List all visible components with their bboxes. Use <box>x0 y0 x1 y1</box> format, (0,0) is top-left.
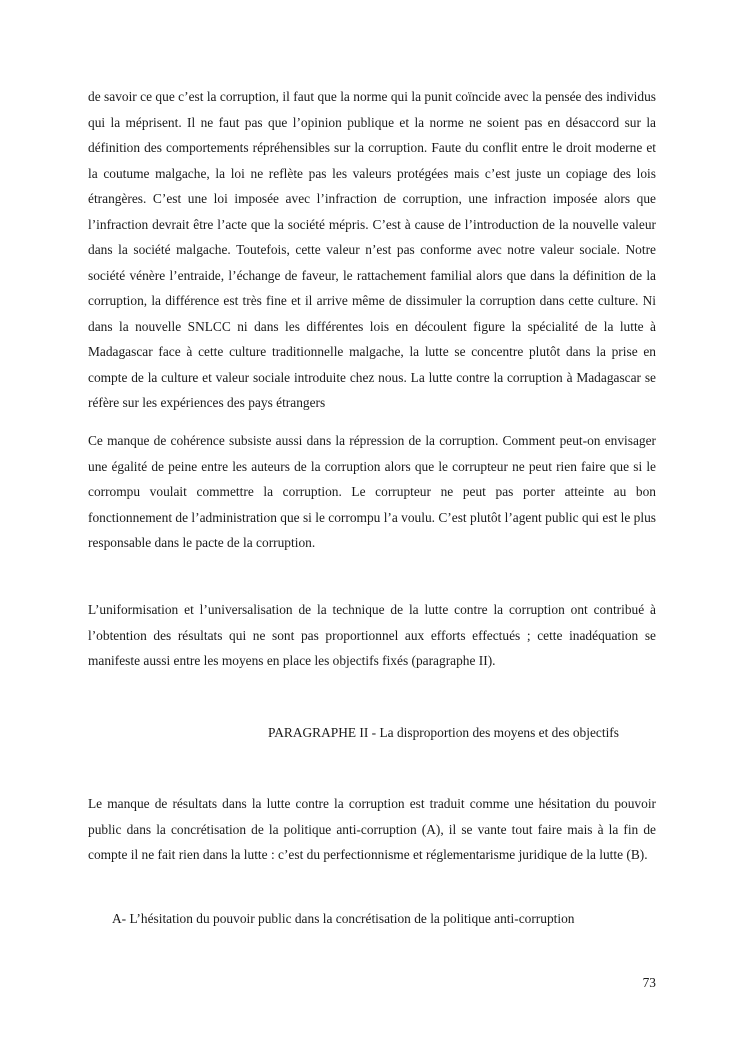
body-paragraph-4: Le manque de résultats dans la lutte contre la corruption est traduit comme une hésitation du pouvoir public dans la concrétisation de la politique anti-corruption (A), il se vante tout faire mais à la fin de compte il ne fait rien dans la lutte : c’est du perfectionnisme et réglementarisme juridique de la lutte (B). <box>88 796 656 862</box>
body-paragraph-1: de savoir ce que c’est la corruption, il faut que la norme qui la punit coïncide avec la pensée des individus qui la méprisent. Il ne faut pas que l’opinion publique et la norme ne soient pas en désaccord sur la définition des comportements répréhensibles sur la corruption. Faute du conflit entre le droit moderne et la coutume malgache, la loi ne reflète pas les valeurs protégées mais c’est juste un copiage des lois étrangères. C’est une loi imposée avec l’infraction de corruption, une infraction imposée alors que l’infraction devrait être l’acte que la société mépris. C’est à cause de l’introduction de la nouvelle valeur dans la société malgache. Toutefois, cette valeur n’est pas conforme avec notre valeur sociale. Notre société vénère l’entraide, l’échange de faveur, le rattachement familial alors que dans la définition de la corruption, la différence est très fine et il arrive même de dissimuler la corruption dans cette culture. Ni dans la nouvelle SNLCC ni dans les différentes lois en découlent figure la spécialité de la lutte à Madagascar face à cette culture traditionnelle malgache, la lutte se concentre plutôt dans la prise en compte de la culture et valeur sociale introduite chez nous. La lutte contre la corruption à Madagascar se réfère sur les expériences des pays étrangers <box>88 89 656 410</box>
section-heading: PARAGRAPHE II - La disproportion des moyens et des objectifs <box>268 725 619 740</box>
page-number: 73 <box>642 975 656 990</box>
body-paragraph-2: Ce manque de cohérence subsiste aussi dans la répression de la corruption. Comment peut-on envisager une égalité de peine entre les auteurs de la corruption alors que le corrupteur ne peut rien faire que si le corrompu voulait commettre la corruption. Le corrupteur ne peut pas porter atteinte au bon fonctionnement de l’administration que si le corrompu l’a voulu. C’est plutôt l’agent public qui est le plus responsable dans le pacte de la corruption. <box>88 433 656 550</box>
subsection-heading: A- L’hésitation du pouvoir public dans la concrétisation de la politique anti-corruption <box>112 911 575 926</box>
body-paragraph-3: L’uniformisation et l’universalisation de la technique de la lutte contre la corruption ont contribué à l’obtention des résultats qui ne sont pas proportionnel aux efforts effectués ; cette inadéquation se manifeste aussi entre les moyens en place les objectifs fixés (paragraphe II). <box>88 602 656 668</box>
